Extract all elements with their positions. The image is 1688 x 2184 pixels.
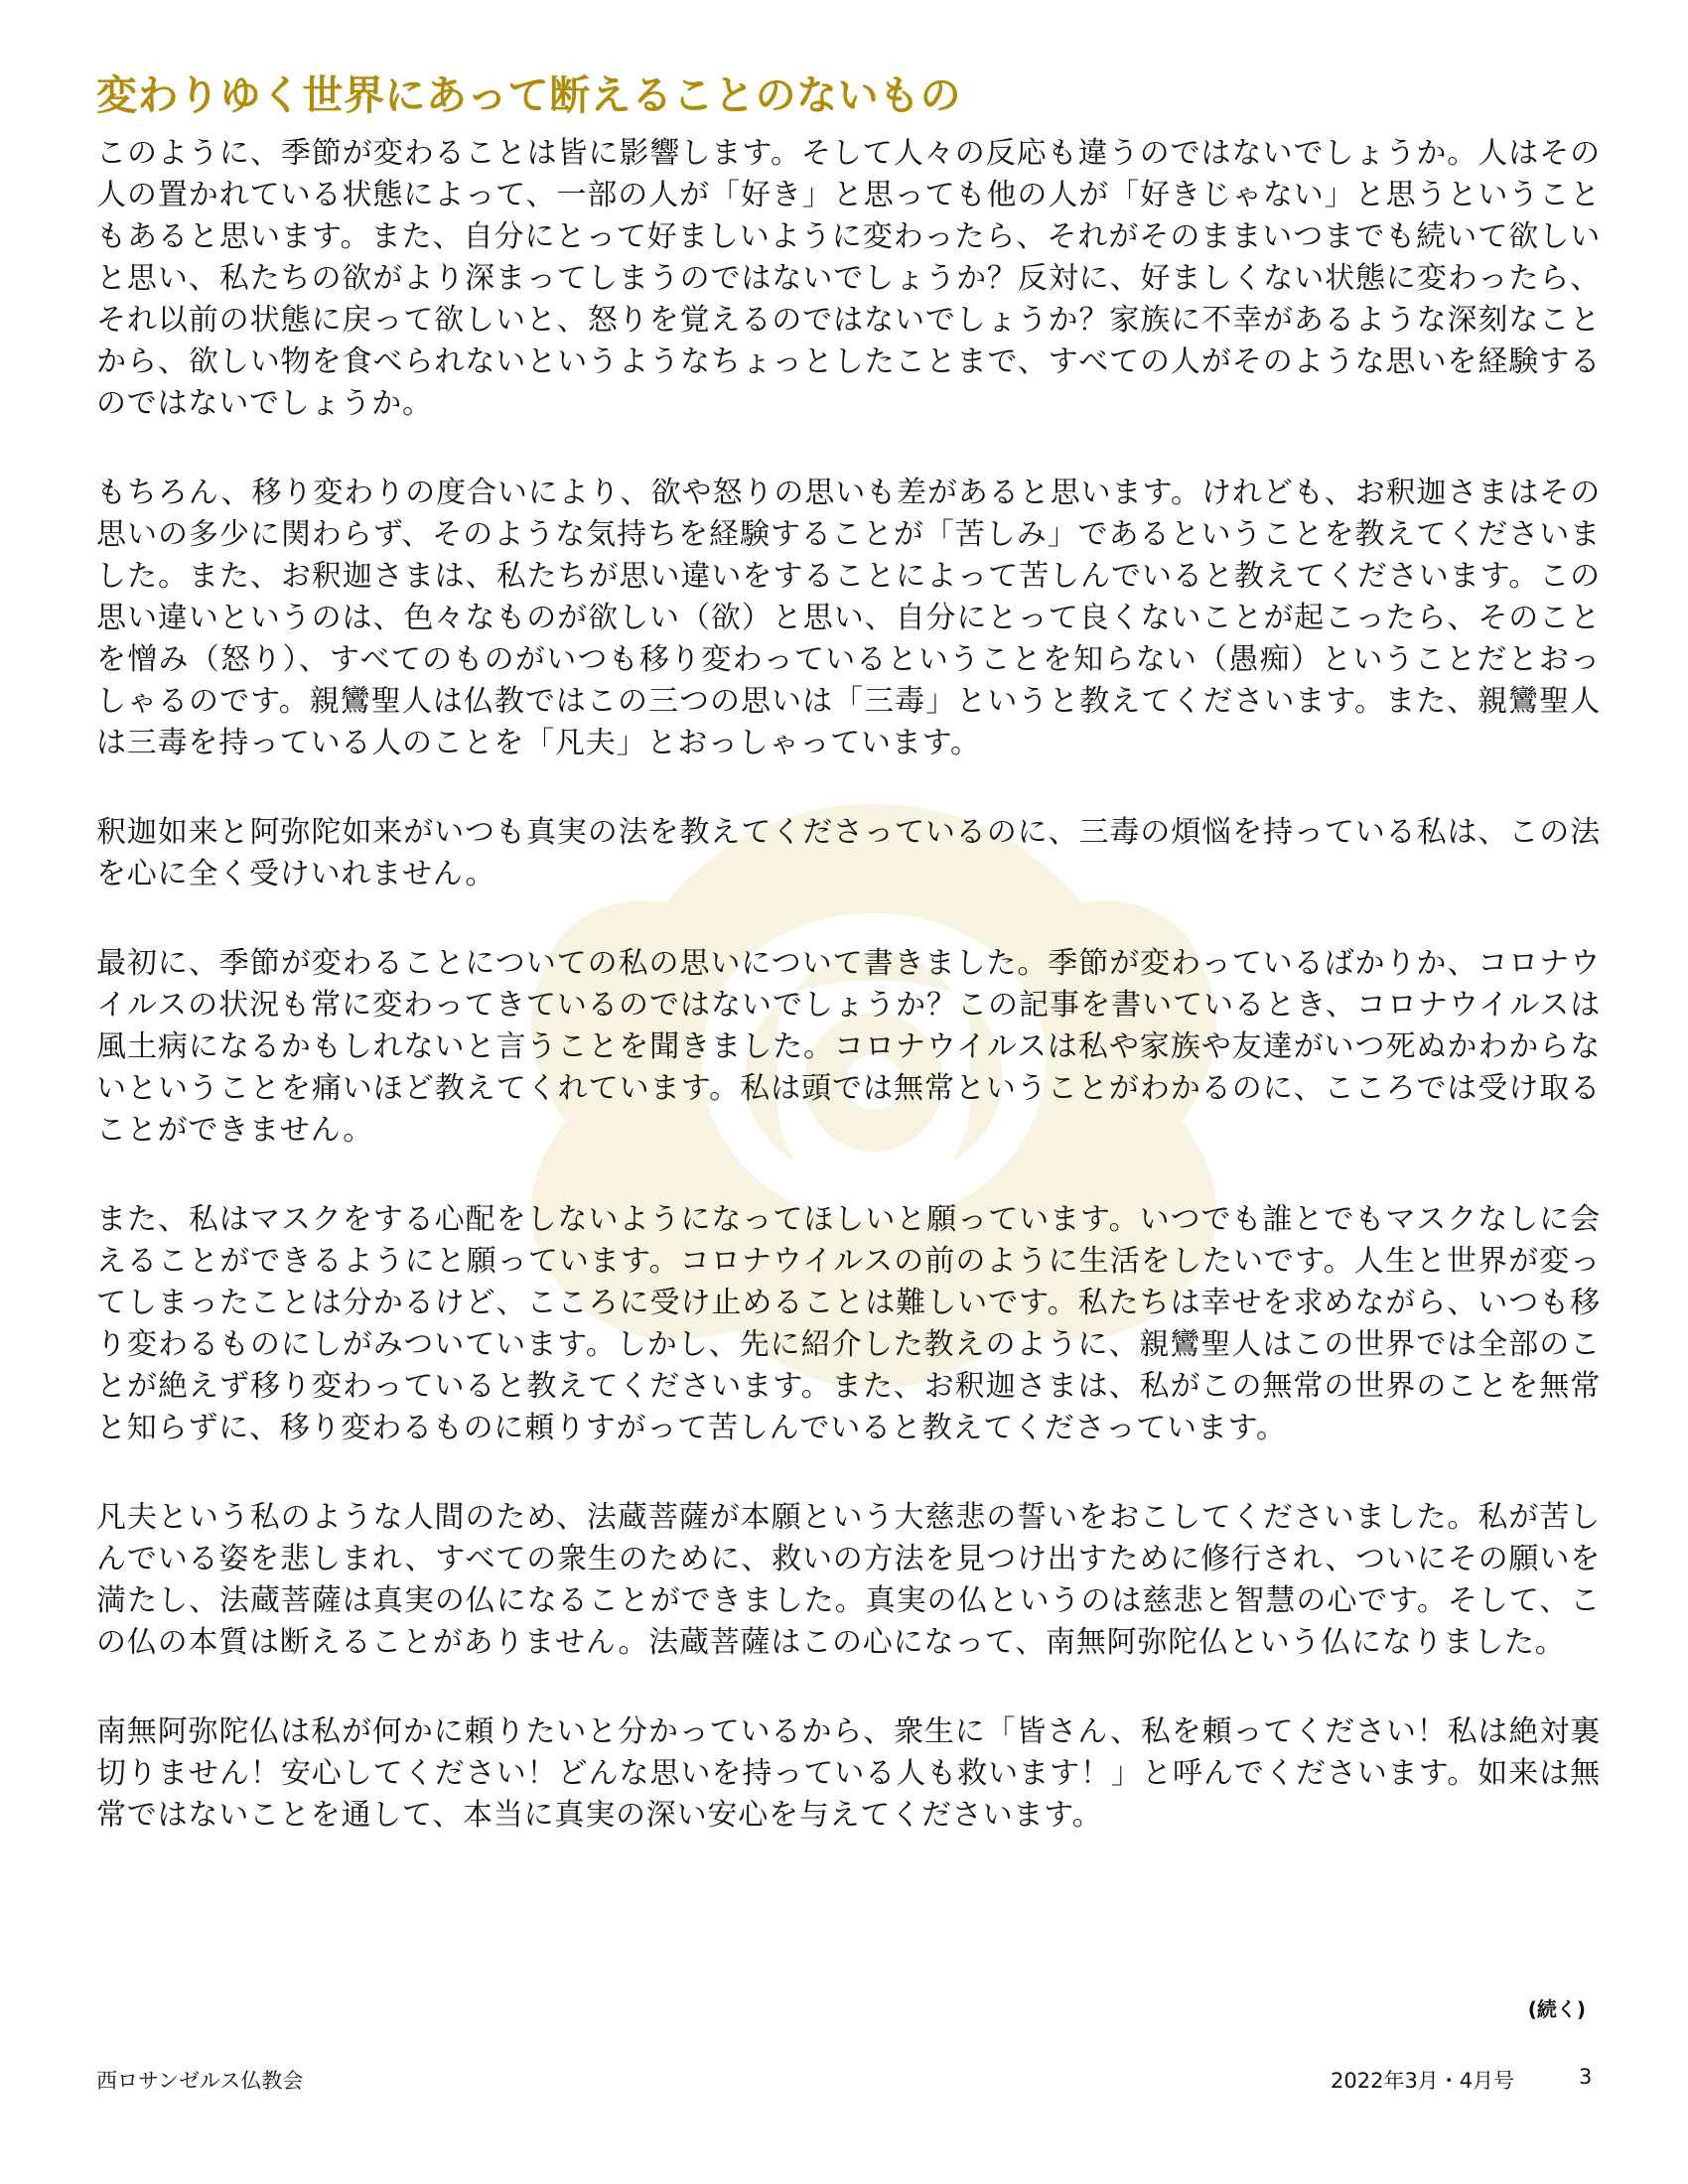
article-paragraph: 凡夫という私のような人間のため、法蔵菩薩が本願という大慈悲の誓いをおこしてくださいました。私が苦しんでいる姿を悲しまれ、すべての衆生のために、救いの方法を見つけ出すために修行され、ついにその願いを満たし、法蔵菩薩は真実の仏になることができました。真実の仏というのは慈悲と智慧の心です。そして、この仏の本質は断えることがありません。法蔵菩薩はこの心になって、南無阿弥陀仏という仏になりました。 xyxy=(96,1500,1601,1660)
article-paragraph: もちろん、移り変わりの度合いにより、欲や怒りの思いも差があると思います。けれども、お釈迦さまはその思いの多少に関わらず、そのような気持ちを経験することが「苦しみ」であるということを教えてくださいました。また、お釈迦さまは、私たちが思い違いをすることによって苦しんでいると教えてくださいます。この思い違いというのは、色々なものが欲しい（欲）と思い、自分にとって良くないことが起こったら、そのことを憎み（怒り）、すべてのものがいつも移り変わっているということを知らない（愚痴）ということだとおっしゃるのです。親鸞聖人は仏教ではこの三つの思いは「三毒」というと教えてくださいます。また、親鸞聖人は三毒を持っている人のことを「凡夫」とおっしゃっています。 xyxy=(96,476,1601,760)
article-paragraph: 南無阿弥陀仏は私が何かに頼りたいと分かっているから、衆生に「皆さん、私を頼ってください！私は絶対裏切りません！安心してください！どんな思いを持っている人も救います！」と呼んでくださいます。如来は無常ではないことを通して、本当に真実の深い安心を与えてくださいます。 xyxy=(96,1714,1601,1833)
footer-issue-date: 2022年3月・4月号 xyxy=(1331,2069,1515,2093)
article-paragraph: また、私はマスクをする心配をしないようになってほしいと願っています。いつでも誰とでもマスクなしに会えることができるようにと願っています。コロナウイルスの前のように生活をしたいです。人生と世界が変ってしまったことは分かるけど、こころに受け止めることは難しいです。私たちは幸せを求めながら、いつも移り変わるものにしがみついています。しかし、先に紹介した教えのように、親鸞聖人はこの世界では全部のことが絶えず移り変わっていると教えてくださいます。また、お釈迦さまは、私がこの無常の世界のことを無常と知らずに、移り変わるものに頼りすがって苦しんでいると教えてくださっています。 xyxy=(96,1202,1601,1445)
footer-organization: 西ロサンゼルス仏教会 xyxy=(96,2069,304,2093)
article xyxy=(96,68,1601,1884)
article-paragraph: 釈迦如来と阿弥陀如来がいつも真実の法を教えてくださっているのに、三毒の煩悩を持っている私は、この法を心に全く受けいれません。 xyxy=(96,815,1601,891)
continued-marker: (続く) xyxy=(1527,1997,1586,2021)
article-title: 変わりゆく世界にあって断えることのないもの xyxy=(96,71,962,119)
footer-page-number: 3 xyxy=(1579,2065,1593,2089)
article-paragraph: 最初に、季節が変わることについての私の思いについて書きました。季節が変わっているばかりか、コロナウイルスの状況も常に変わってきているのではないでしょうか？この記事を書いているとき、コロナウイルスは風土病になるかもしれないと言うことを聞きました。コロナウイルスは私や家族や友達がいつ死ぬかわからないということを痛いほど教えてくれています。私は頭では無常ということがわかるのに、こころでは受け取ることができません。 xyxy=(96,946,1601,1148)
article-paragraph: このように、季節が変わることは皆に影響します。そして人々の反応も違うのではないでしょうか。人はその人の置かれている状態によって、一部の人が「好き」と思っても他の人が「好きじゃない」と思うということもあると思います。また、自分にとって好ましいように変わったら、それがそのままいつまでも続いて欲しいと思い、私たちの欲がより深まってしまうのではないでしょうか？反対に、好ましくない状態に変わったら、それ以前の状態に戻って欲しいと、怒りを覚えるのではないでしょうか？家族に不幸があるような深刻なことから、欲しい物を食べられないというようなちょっとしたことまで、すべての人がそのような思いを経験するのではないでしょうか。 xyxy=(96,136,1601,421)
